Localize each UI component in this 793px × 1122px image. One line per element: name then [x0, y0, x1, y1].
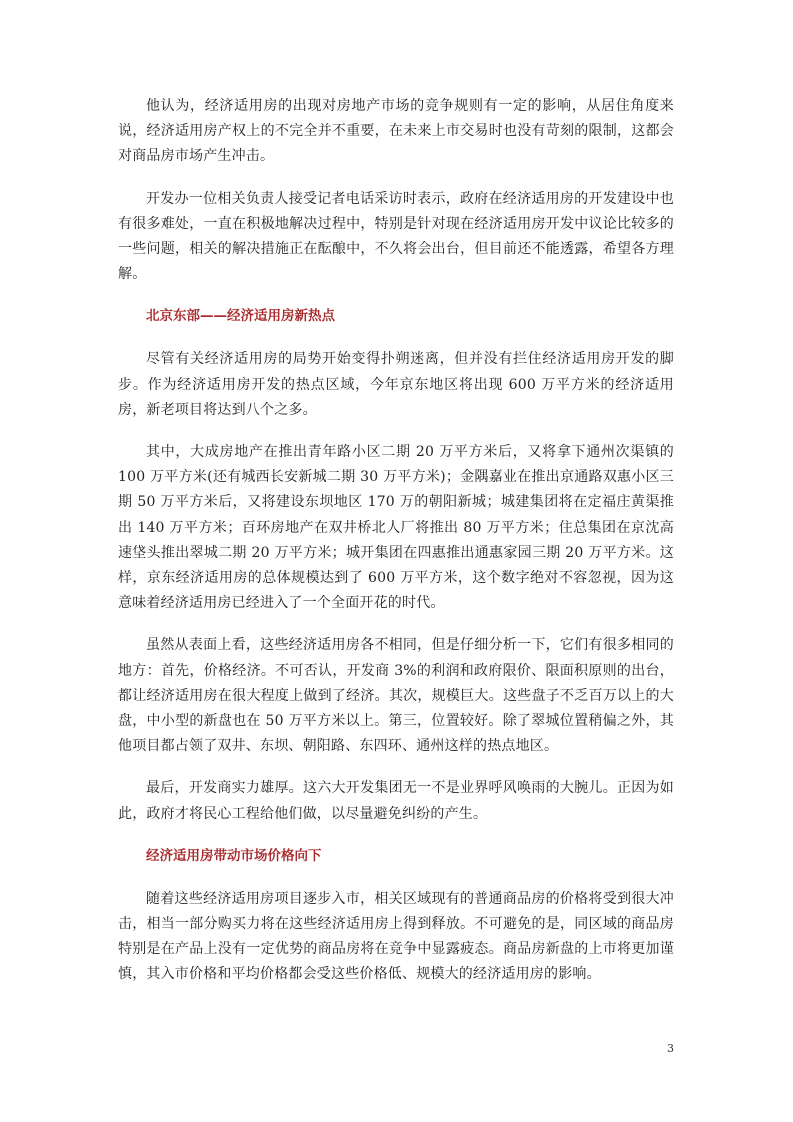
- section-heading-east-beijing: 北京东部——经济适用房新热点: [146, 308, 335, 325]
- page-number: 3: [667, 1042, 674, 1055]
- paragraph-market-impact: 他认为，经济适用房的出现对房地产市场的竞争规则有一定的影响，从居住角度来说，经济适用房产权上的不完全并不重要，在未来上市交易时也没有苛刻的限制，这都会对商品房市场产生冲击。: [118, 98, 674, 165]
- section-heading-price-impact: 经济适用房带动市场价格向下: [146, 847, 322, 864]
- paragraph-east-beijing-hotspot: 尽管有关经济适用房的局势开始变得扑朔迷离，但并没有拦住经济适用房开发的脚步。作为经济适用房开发的热点区域，今年京东地区将出现 600 万平方米的经济适用房，新老项目将达到八个之多。: [118, 351, 674, 418]
- paragraph-price-impact: 随着这些经济适用房项目逐步入市，相关区域现有的普通商品房的价格将受到很大冲击，相当一部分购买力将在这些经济适用房上得到释放。不可避免的是，同区域的商品房特别是在产品上没有一定优势的商品房将在竞争中显露疲态。商品房新盘的上市将更加谨慎，其入市价格和平均价格都会受这些价格低、规模大的经济适用房的影响。: [118, 890, 674, 983]
- paragraph-official-statement: 开发办一位相关负责人接受记者电话采访时表示，政府在经济适用房的开发建设中也有很多难处，一直在积极地解决过程中，特别是针对现在经济适用房开发中议论比较多的一些问题，相关的解决措施正在酝酿中，不久将会出台，但目前还不能透露，希望各方理解。: [118, 190, 674, 283]
- document-page: [118, 94, 674, 1005]
- paragraph-common-traits: 虽然从表面上看，这些经济适用房各不相同，但是仔细分析一下，它们有很多相同的地方：首先，价格经济。不可否认，开发商 3%的利润和政府限价、限面积原则的出台，都让经济适用房在很大程度上做到了经济。其次，规模巨大。这些盘子不乏百万以上的大盘，中小型的新盘也在 50 万平方米以上。第三，位置较好。除了翠城位置稍偏之外，其他项目都占领了双井、东坝、朝阳路、东四环、通州这样的热点地区。: [118, 637, 674, 755]
- paragraph-developer-strength: 最后，开发商实力雄厚。这六大开发集团无一不是业界呼风唤雨的大腕儿。正因为如此，政府才将民心工程给他们做，以尽量避免纠纷的产生。: [118, 780, 674, 822]
- paragraph-projects-list: 其中，大成房地产在推出青年路小区二期 20 万平方米后，又将拿下通州次渠镇的 100 万平方米(还有城西长安新城二期 30 万平方米)；金隅嘉业在推出京通路双惠小区三期 50 万平方米后，又将建设东坝地区 170 万的朝阳新城；城建集团将在定福庄黄渠推出 140 万平方米；百环房地产在双井桥北人厂将推出 80 万平方米；住总集团在京沈高速垡头推出翠城二期 20 万平方米；城开集团在四惠推出通惠家园三期 20 万平方米。这样，京东经济适用房的总体规模达到了 600 万平方米，这个数字绝对不容忽视，因为这意味着经济适用房已经进入了一个全面开花的时代。: [118, 444, 674, 612]
